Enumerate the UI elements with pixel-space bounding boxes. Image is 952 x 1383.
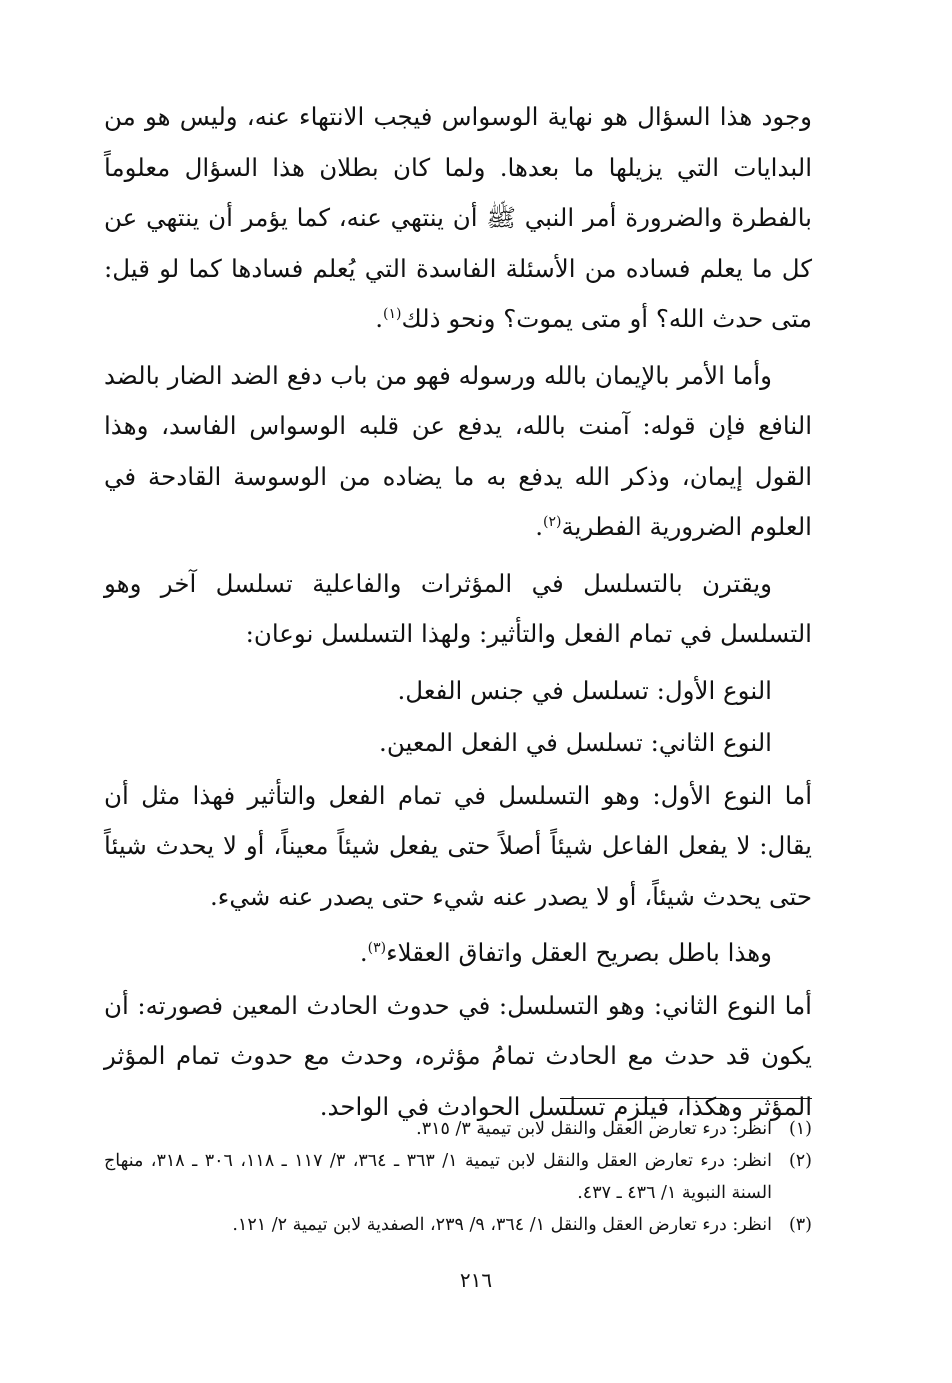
footnotes [104, 1113, 812, 1241]
type-one-line: النوع الأول: تسلسل في جنس الفعل. [397, 675, 772, 705]
footnote-number: (٢) [788, 1151, 812, 1171]
paragraph-first-type: أما النوع الأول: وهو التسلسل في تمام الفعل والتأثير فهذا مثل أن يقال: لا يفعل الفاعل شيئاً أصلاً حتى يفعل شيئاً معيناً، أو لا يحدث شيئاً حتى يحدث شيئاً، أو لا يصدر عنه شيء حتى يصدر عنه شيء. [104, 780, 812, 911]
paragraph-faith-command [104, 351, 812, 553]
footnote-number: (١) [788, 1119, 812, 1139]
footnote-3 [104, 1209, 812, 1241]
footnote-ref-2: (٢) [543, 513, 562, 530]
paragraph-end: . [359, 938, 368, 967]
paragraph-text: وأما الأمر بالإيمان بالله ورسوله فهو من باب دفع الضد الضار بالضد النافع فإن قوله: آمنت بالله، يدفع عن قلبه الوسواس الفاسد، وهذا القول إيمان، وذكر الله يدفع به ما يضاده من الوسوسة القادحة في العلوم الضرورية الفطرية [104, 360, 812, 541]
footnote-2 [104, 1145, 812, 1209]
paragraph-text: وهذا باطل بصريح العقل واتفاق العقلاء [386, 938, 772, 967]
type-two-line: النوع الثاني: تسلسل في الفعل المعين. [379, 728, 772, 757]
main-text [104, 92, 812, 1138]
page-number: ٢١٦ [459, 1268, 493, 1292]
paragraph-chain-types: ويقترن بالتسلسل في المؤثرات والفاعلية تسلسل آخر وهو التسلسل في تمام الفعل والتأثير: ولهذا التسلسل نوعان: [104, 568, 812, 648]
paragraph-text: وجود هذا السؤال هو نهاية الوسواس فيجب الانتهاء عنه، وليس هو من البدايات التي يزيلها ما بعدها. ولما كان بطلان هذا السؤال معلوماً بالفطرة والضرورة أمر النبي ﷺ أن ينتهي عنه، كما يؤمر أن ينتهي عن كل ما يعلم فساده من الأسئلة الفاسدة التي يُعلم فسادها كما لو قيل: متى حدث الله؟ أو متى يموت؟ ونحو ذلك [104, 102, 812, 333]
paragraph-void-claim [104, 928, 812, 979]
footnote-text: انظر: درء تعارض العقل والنقل لابن تيمية ٣/ ٣١٥. [416, 1119, 772, 1139]
footnote-ref-3: (٣) [367, 939, 387, 956]
footnote-text: انظر: درء تعارض العقل والنقل لابن تيمية ١/ ٣٦٣ ـ ٣٦٤، ٣/ ١١٧ ـ ١١٨، ٣٠٦ ـ ٣١٨، منهاج السنة النبوية ١/ ٤٣٦ ـ ٤٣٧. [104, 1151, 772, 1203]
paragraph-question-end [104, 92, 812, 345]
footnote-separator [560, 1098, 812, 1099]
footnote-text: انظر: درء تعارض العقل والنقل ١/ ٣٦٤، ٩/ ٢٣٩، الصفدية لابن تيمية ٢/ ١٢١. [232, 1215, 772, 1235]
paragraph-end: . [375, 304, 384, 333]
footnote-1 [104, 1113, 812, 1145]
footnote-number: (٣) [788, 1215, 812, 1235]
paragraph-second-type: أما النوع الثاني: وهو التسلسل: في حدوث الحادث المعين فصورته: أن يكون قد حدث مع الحادث تمامُ مؤثره، وحدث مع حدوث تمام المؤثر المؤثر وهكذا، فيلزم تسلسل الحوادث في الواحد. [104, 990, 812, 1121]
footnote-ref-1: (١) [383, 305, 402, 322]
paragraph-end: . [535, 512, 544, 541]
